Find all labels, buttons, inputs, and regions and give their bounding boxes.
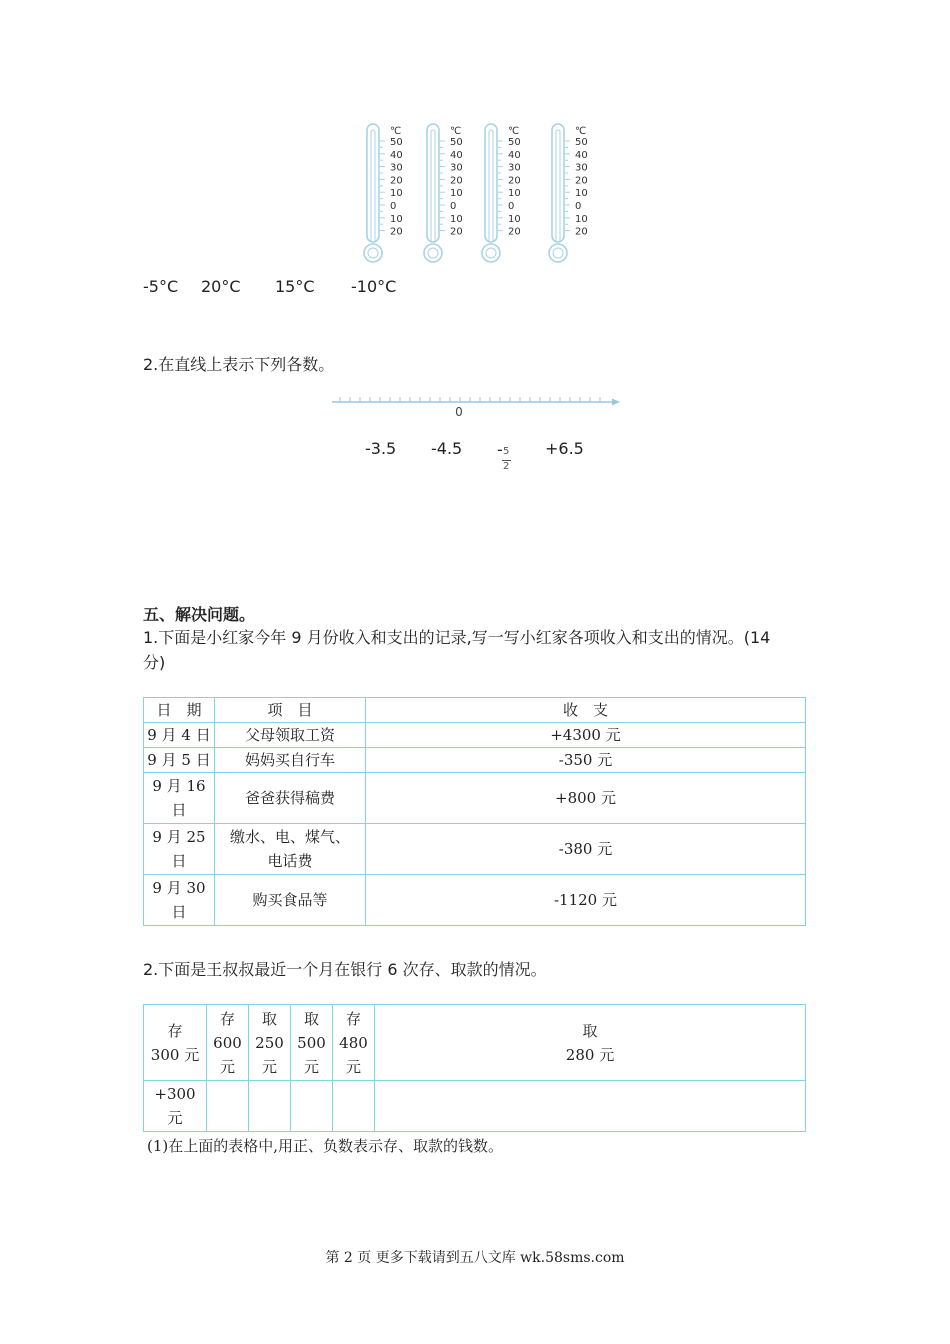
thermometer-icon	[482, 124, 521, 262]
scale-label: 10	[575, 188, 588, 200]
thermometer-icon	[364, 124, 403, 262]
answer-cell[interactable]: +300 元	[144, 1081, 207, 1132]
thermometer-icon	[424, 124, 463, 262]
bank-answer-row	[144, 1081, 806, 1132]
scale-label: 50	[508, 137, 521, 148]
scale-label: 10	[390, 188, 403, 200]
answer-cell[interactable]	[375, 1081, 806, 1132]
reading-1: -5°C	[143, 277, 179, 296]
header-date: 日 期	[144, 698, 215, 723]
table-header-row	[144, 698, 806, 723]
reading-2: 20°C	[201, 277, 241, 296]
bank-cell: 取 500 元	[291, 1005, 333, 1081]
row-item: 妈妈买自行车	[215, 748, 366, 773]
scale-label: 30	[575, 162, 588, 174]
scale-label: 0	[390, 201, 397, 212]
fraction-number	[497, 440, 517, 480]
header-amount: 收 支	[366, 698, 806, 723]
scale-label: 10	[508, 213, 521, 225]
scale-label: 30	[450, 162, 463, 174]
answer-cell[interactable]	[249, 1081, 291, 1132]
scale-label: 0	[508, 201, 515, 212]
scale-label: 10	[450, 213, 463, 225]
fraction-numerator: 5	[503, 446, 510, 457]
scale-label: 10	[450, 188, 463, 200]
header-item: 项 目	[215, 698, 366, 723]
scale-label: 40	[508, 149, 521, 161]
bank-cell: 取 250 元	[249, 1005, 291, 1081]
scale-label: 10	[390, 213, 403, 225]
scale-label: 10	[508, 188, 521, 200]
number-2: -4.5	[431, 439, 463, 458]
scale-label: 30	[508, 162, 521, 174]
row-item: 缴水、电、煤气、 电话费	[215, 824, 366, 875]
row-item: 购买食品等	[215, 875, 366, 926]
answer-cell[interactable]	[333, 1081, 375, 1132]
scale-label: 40	[390, 149, 403, 161]
scale-label: 20	[450, 226, 463, 238]
row-amount: -1120 元	[366, 875, 806, 926]
row-item: 爸爸获得稿费	[215, 773, 366, 824]
scale-label: 0	[450, 201, 457, 212]
row-amount: -350 元	[366, 748, 806, 773]
fraction-denominator: 2	[503, 461, 510, 472]
table-row	[144, 875, 806, 926]
scale-label: 40	[450, 149, 463, 161]
scale-label: 30	[390, 162, 403, 174]
reading-3: 15°C	[275, 277, 315, 296]
table-row	[144, 748, 806, 773]
row-amount: +4300 元	[366, 723, 806, 748]
bank-cell: 存 600 元	[207, 1005, 249, 1081]
bank-cell: 取 280 元	[375, 1005, 806, 1081]
row-date: 9 月 4 日	[144, 723, 215, 748]
number-4: +6.5	[545, 439, 584, 458]
row-date: 9 月 16 日	[144, 773, 215, 824]
scale-label: 20	[508, 175, 521, 187]
axis-arrow-icon	[612, 399, 620, 406]
unit-label: ℃	[390, 126, 402, 137]
scale-label: 20	[508, 226, 521, 238]
scale-label: 20	[390, 226, 403, 238]
section-heading: 五、解决问题。	[143, 605, 256, 624]
number-1: -3.5	[365, 439, 397, 458]
unit-label: ℃	[575, 126, 587, 137]
q1-text-line2: 分)	[143, 653, 166, 672]
number-line	[328, 392, 624, 422]
scale-label: 20	[575, 175, 588, 187]
bank-cell: 存 300 元	[144, 1005, 207, 1081]
row-date: 9 月 5 日	[144, 748, 215, 773]
scale-label: 20	[390, 175, 403, 187]
scale-label: 20	[575, 226, 588, 238]
answer-cell[interactable]	[207, 1081, 249, 1132]
thermometer-figure	[350, 118, 610, 270]
row-date: 9 月 25 日	[144, 824, 215, 875]
bank-header-row	[144, 1005, 806, 1081]
table-row	[144, 723, 806, 748]
fraction-sign: -	[497, 440, 503, 459]
page-footer: 第 2 页 更多下载请到五八文库 wk.58sms.com	[325, 1250, 625, 1266]
scale-label: 0	[575, 201, 582, 212]
scale-label: 20	[450, 175, 463, 187]
q2b-title: 2.下面是王叔叔最近一个月在银行 6 次存、取款的情况。	[143, 960, 547, 979]
scale-label: 50	[450, 137, 463, 148]
answer-cell[interactable]	[291, 1081, 333, 1132]
bank-cell: 存 480 元	[333, 1005, 375, 1081]
q2-title: 2.在直线上表示下列各数。	[143, 355, 335, 374]
q2b-sub1: (1)在上面的表格中,用正、负数表示存、取款的钱数。	[147, 1137, 504, 1155]
bank-table	[143, 1004, 806, 1132]
table-row	[144, 824, 806, 875]
income-expense-table	[143, 697, 806, 926]
row-amount: +800 元	[366, 773, 806, 824]
zero-label: 0	[455, 405, 463, 419]
reading-4: -10°C	[351, 277, 397, 296]
row-amount: -380 元	[366, 824, 806, 875]
row-item: 父母领取工资	[215, 723, 366, 748]
scale-label: 50	[575, 137, 588, 148]
q1-text-line1: 1.下面是小红家今年 9 月份收入和支出的记录,写一写小红家各项收入和支出的情况。(14	[143, 628, 771, 647]
table-row	[144, 773, 806, 824]
scale-label: 50	[390, 137, 403, 148]
unit-label: ℃	[450, 126, 462, 137]
scale-label: 40	[575, 149, 588, 161]
scale-label: 10	[575, 213, 588, 225]
thermometer-icon	[549, 124, 588, 262]
unit-label: ℃	[508, 126, 520, 137]
row-date: 9 月 30 日	[144, 875, 215, 926]
